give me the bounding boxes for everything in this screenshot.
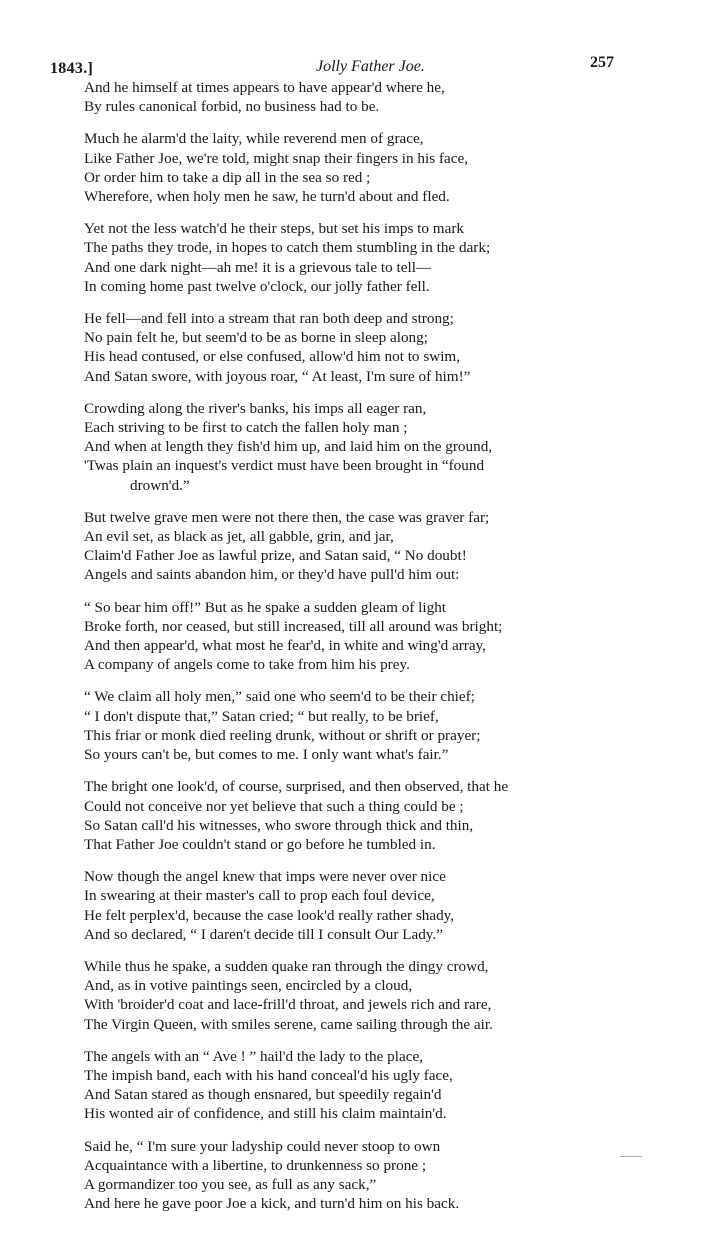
poem-line: While thus he spake, a sudden quake ran through the dingy crowd,	[84, 957, 489, 975]
poem-line: Acquaintance with a libertine, to drunkenness so prone ;	[84, 1156, 427, 1174]
poem-line: His wonted air of confidence, and still his claim maintain'd.	[84, 1105, 447, 1123]
poem-line: Much he alarm'd the laity, while reverend men of grace,	[84, 130, 424, 148]
poem-line: And one dark night—ah me! it is a grievous tale to tell—	[84, 258, 432, 276]
poem-line: He felt perplex'd, because the case look'd really rather shady,	[84, 906, 455, 924]
poem-line: And Satan swore, with joyous roar, “ At least, I'm sure of him!”	[84, 367, 471, 385]
poem-line: Yet not the less watch'd he their steps, but set his imps to mark	[84, 220, 464, 238]
poem-line: And then appear'd, what most he fear'd, in white and wing'd array,	[84, 637, 486, 655]
stanza	[84, 867, 624, 944]
poem-line: Like Father Joe, we're told, might snap their fingers in his face,	[84, 149, 469, 167]
poem-line: And here he gave poor Joe a kick, and turn'd him on his back.	[84, 1195, 460, 1213]
poem-line-continuation: drown'd.”	[130, 476, 190, 494]
stanza	[84, 129, 624, 206]
poem-line: An evil set, as black as jet, all gabble, grin, and jar,	[84, 528, 394, 546]
poem-line: And he himself at times appears to have appear'd where he,	[84, 79, 445, 96]
poem-line: “ So bear him off!” But as he spake a sudden gleam of light	[84, 598, 447, 616]
poem-line: In coming home past twelve o'clock, our jolly father fell.	[84, 277, 430, 295]
poem-line: So Satan call'd his witnesses, who swore through thick and thin,	[84, 816, 474, 834]
running-header	[50, 54, 620, 78]
poem-line: With 'broider'd coat and lace-frill'd throat, and jewels rich and rare,	[84, 996, 492, 1014]
poem-line: And when at length they fish'd him up, and laid him on the ground,	[84, 438, 493, 456]
poem-line: Crowding along the river's banks, his imps all eager ran,	[84, 399, 427, 417]
stanza	[84, 598, 624, 675]
poem-line: The Virgin Queen, with smiles serene, came sailing through the air.	[84, 1015, 493, 1033]
stanza	[84, 399, 624, 495]
poem-line: He fell—and fell into a stream that ran both deep and strong;	[84, 310, 454, 328]
poem-line: The impish band, each with his hand conceal'd his ugly face,	[84, 1066, 453, 1084]
poem-line: 'Twas plain an inquest's verdict must have been brought in “found	[84, 457, 485, 475]
poem-line: Each striving to be first to catch the fallen holy man ;	[84, 419, 408, 437]
poem-line: A company of angels come to take from him his prey.	[84, 656, 410, 674]
poem-line: That Father Joe couldn't stand or go before he tumbled in.	[84, 835, 436, 853]
poem-line: And Satan stared as though ensnared, but speedily regain'd	[84, 1086, 442, 1104]
poem-line: “ We claim all holy men,” said one who seem'd to be their chief;	[84, 688, 475, 706]
poem-line: No pain felt he, but seem'd to be as borne in sleep along;	[84, 329, 428, 347]
stanza	[84, 508, 624, 585]
stanza	[84, 78, 624, 116]
stanza	[84, 1137, 624, 1214]
header-title: Jolly Father Joe.	[316, 58, 425, 75]
ink-mark	[620, 1156, 642, 1157]
poem-line: So yours can't be, but comes to me. I only want what's fair.”	[84, 746, 449, 764]
poem-line: Could not conceive nor yet believe that such a thing could be ;	[84, 797, 464, 815]
poem-line: And, as in votive paintings seen, encircled by a cloud,	[84, 977, 413, 995]
poem-line: Now though the angel knew that imps were never over nice	[84, 868, 446, 886]
poem-line: But twelve grave men were not there then, the case was graver far;	[84, 508, 490, 526]
poem-line: By rules canonical forbid, no business had to be.	[84, 98, 380, 116]
stanza	[84, 687, 624, 764]
poem-line: Broke forth, nor ceased, but still increased, till all around was bright;	[84, 617, 503, 635]
poem-line: This friar or monk died reeling drunk, without or shrift or prayer;	[84, 726, 481, 744]
poem-line: Wherefore, when holy men he saw, he turn'd about and fled.	[84, 188, 450, 206]
stanza	[84, 1047, 624, 1124]
poem-line: “ I don't dispute that,” Satan cried; “ but really, to be brief,	[84, 707, 439, 725]
poem-line: The bright one look'd, of course, surprised, and then observed, that he	[84, 778, 509, 796]
poem-line: A gormandizer too you see, as full as any sack,”	[84, 1175, 377, 1193]
poem-line: His head contused, or else confused, allow'd him not to swim,	[84, 348, 461, 366]
poem-line: Claim'd Father Joe as lawful prize, and Satan said, “ No doubt!	[84, 547, 467, 565]
poem-line: The paths they trode, in hopes to catch them stumbling in the dark;	[84, 239, 491, 257]
stanza	[84, 777, 624, 854]
poem-body	[84, 78, 624, 1226]
stanza	[84, 219, 624, 296]
poem-line: Said he, “ I'm sure your ladyship could never stoop to own	[84, 1137, 441, 1155]
poem-line: Angels and saints abandon him, or they'd have pull'd him out:	[84, 566, 460, 584]
poem-line: The angels with an “ Ave ! ” hail'd the lady to the place,	[84, 1047, 423, 1065]
stanza	[84, 957, 624, 1034]
stanza	[84, 309, 624, 386]
header-date: 1843.]	[50, 60, 94, 77]
poem-line: In swearing at their master's call to prop each foul device,	[84, 887, 435, 905]
poem-line: Or order him to take a dip all in the sea so red ;	[84, 168, 371, 186]
poem-line: And so declared, “ I daren't decide till I consult Our Lady.”	[84, 925, 443, 943]
page-number: 257	[590, 54, 614, 71]
